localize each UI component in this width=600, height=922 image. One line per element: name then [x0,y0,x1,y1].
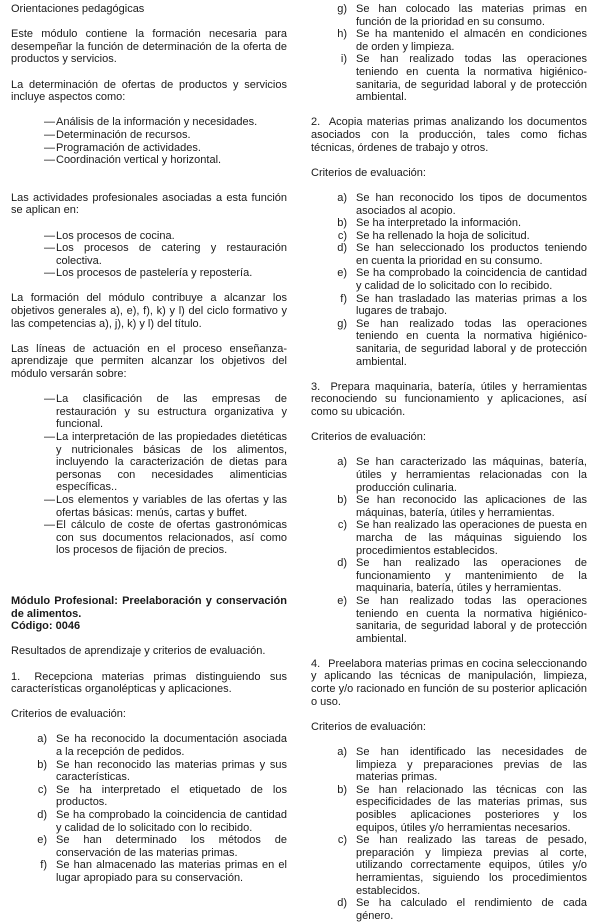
list-item: — La clasificación de las empresas de restauración y su estructura organizativa y funcional. [44,393,287,431]
activities-intro: Las actividades profesionales asociadas a esta función se aplican en: [11,191,287,217]
list-item: — Análisis de la información y necesidades. [44,116,258,129]
lines-intro: Las líneas de actuación en el proceso enseñanza-aprendizaje que permiten alcanzar los objetivos del módulo versarán sobre: [11,342,287,381]
ra4-statement: 4. Preelabora materias primas en cocina seleccionando y aplicando las técnicas de manipulación, limpieza, corte y/o racionado en función de su posterior aplicación o uso. [311,657,587,708]
section-heading: Orientaciones pedagógicas [11,3,145,15]
ra1-criteria-list [11,733,287,884]
ra3-criteria-list [311,456,587,645]
lines-list [11,393,287,557]
criteria-item: b) Se han relacionado las técnicas con las especificidades de las materias primas, sus posibles aplicaciones posteriores y los equipos, útiles y/o herramientas necesarios. [337,783,587,834]
aspects-list [11,116,287,166]
ra4-criteria-list [311,746,587,922]
ra1-statement: 1. Recepciona materias primas distinguiendo sus características organolépticas y aplicaciones. [11,670,287,696]
criteria-label: Criterios de evaluación: [311,431,426,444]
criteria-label: Criterios de evaluación: [11,708,126,721]
criteria-item: e) Se ha comprobado la coincidencia de cantidad y calidad de lo solicitado con lo recibido. [337,267,587,293]
criteria-item: a) Se ha reconocido la documentación asociada a la recepción de pedidos. [37,733,287,759]
criteria-item: e) Se han realizado todas las operaciones teniendo en cuenta la normativa higiénico-sanitaria, de seguridad laboral y de protección ambiental. [337,594,587,645]
criteria-item: d) Se ha calculado el rendimiento de cada género. [337,897,587,922]
objectives-paragraph: La formación del módulo contribuye a alcanzar los objetivos generales a), e), f), k) y l) del ciclo formativo y las competencias a), j), k) y l) del título. [11,292,287,330]
criteria-item: b) Se ha interpretado la información. [337,217,522,230]
ra2-criteria-list [311,192,587,368]
criteria-item: h) Se ha mantenido el almacén en condiciones de orden y limpieza. [337,28,587,53]
criteria-item: c) Se han realizado las tareas de pesado, preparación y limpieza previas al corte, utilizando correctamente equipos, útiles y/o herramientas, siguiendo los procedimientos establecidos. [337,834,587,897]
criteria-item: b) Se han reconocido las materias primas y sus características. [37,758,287,784]
list-item: — Los procesos de cocina. [44,229,175,242]
criteria-item: f) Se han trasladado las materias primas a los lugares de trabajo. [340,292,587,318]
criteria-item: d) Se han realizado las operaciones de funcionamiento y mantenimiento de la maquinaria, batería, útiles y herramientas. [337,557,587,595]
criteria-item: g) Se han realizado todas las operaciones teniendo en cuenta la normativa higiénico-sanitaria, de seguridad laboral y de protección ambiental. [337,317,587,368]
module-code: Código: 0046 [11,620,81,633]
criteria-item: d) Se han seleccionado los productos teniendo en cuenta la prioridad en su consumo. [337,242,587,267]
ra1-criteria-continued [311,3,587,104]
list-item: — El cálculo de coste de ofertas gastronómicas con sus documentos relacionados, así como los procesos de fijación de precios. [44,519,287,557]
criteria-item: i) Se han realizado todas las operaciones teniendo en cuenta la normativa higiénico-sanitaria, de seguridad laboral y de protección ambiental. [340,53,587,104]
criteria-item: d) Se ha comprobado la coincidencia de cantidad y calidad de lo solicitado con lo recibido. [37,809,287,834]
criteria-item: a) Se han identificado las necesidades de limpieza y preparaciones previas de las materias primas. [337,746,587,784]
activities-list [11,230,287,280]
results-heading: Resultados de aprendizaje y criterios de evaluación. [11,645,266,658]
list-item: — Programación de actividades. [44,141,201,154]
criteria-item: g) Se han colocado las materias primas en función de la prioridad en su consumo. [337,3,587,28]
list-item: — Determinación de recursos. [44,128,191,141]
intro-paragraph: Este módulo contiene la formación necesaria para desempeñar la función de determinación de la oferta de productos y servicios. [11,28,287,66]
criteria-item: c) Se ha rellenado la hoja de solicitud. [337,229,530,242]
left-column [11,0,287,885]
criteria-item: c) Se han realizado las operaciones de puesta en marcha de las máquinas siguiendo los procedimientos establecidos. [337,519,587,557]
aspects-intro: La determinación de ofertas de productos y servicios incluye aspectos como: [11,78,287,104]
ra3-statement: 3. Prepara maquinaria, batería, útiles y herramientas reconociendo su funcionamiento y aplicaciones, así como su ubicación. [311,380,587,418]
list-item: — Coordinación vertical y horizontal. [44,154,222,167]
list-item: — Los procesos de pastelería y repostería. [44,267,253,280]
module-title: Módulo Profesional: Preelaboración y conservación de alimentos. [11,594,287,620]
criteria-item: a) Se han caracterizado las máquinas, batería, útiles y herramientas relacionadas con la producción culinaria. [337,456,587,494]
criteria-item: a) Se han reconocido los tipos de documentos asociados al acopio. [337,191,587,217]
criteria-item: b) Se han reconocido las aplicaciones de las máquinas, batería, útiles y herramientas. [337,494,587,519]
criteria-item: f) Se han almacenado las materias primas en el lugar apropiado para su conservación. [40,859,287,884]
list-item: — Los procesos de catering y restauración colectiva. [44,242,287,267]
criteria-label: Criterios de evaluación: [311,166,426,179]
right-column [311,0,587,922]
criteria-item: c) Se ha interpretado el etiquetado de los productos. [37,783,287,809]
criteria-label: Criterios de evaluación: [311,720,426,733]
list-item: — La interpretación de las propiedades dietéticas y nutricionales básicas de los alimentos, incluyendo la caracterización de dietas para personas con necesidades alimenticias específicas.. [44,431,287,494]
list-item: — Los elementos y variables de las ofertas y las ofertas básicas: menús, cartas y buffet. [44,493,287,519]
ra2-statement: 2. Acopia materias primas analizando los documentos asociados con la producción, tales como fichas técnicas, órdenes de trabajo y otros. [311,116,587,154]
criteria-item: e) Se han determinado los métodos de conservación de las materias primas. [37,834,287,859]
